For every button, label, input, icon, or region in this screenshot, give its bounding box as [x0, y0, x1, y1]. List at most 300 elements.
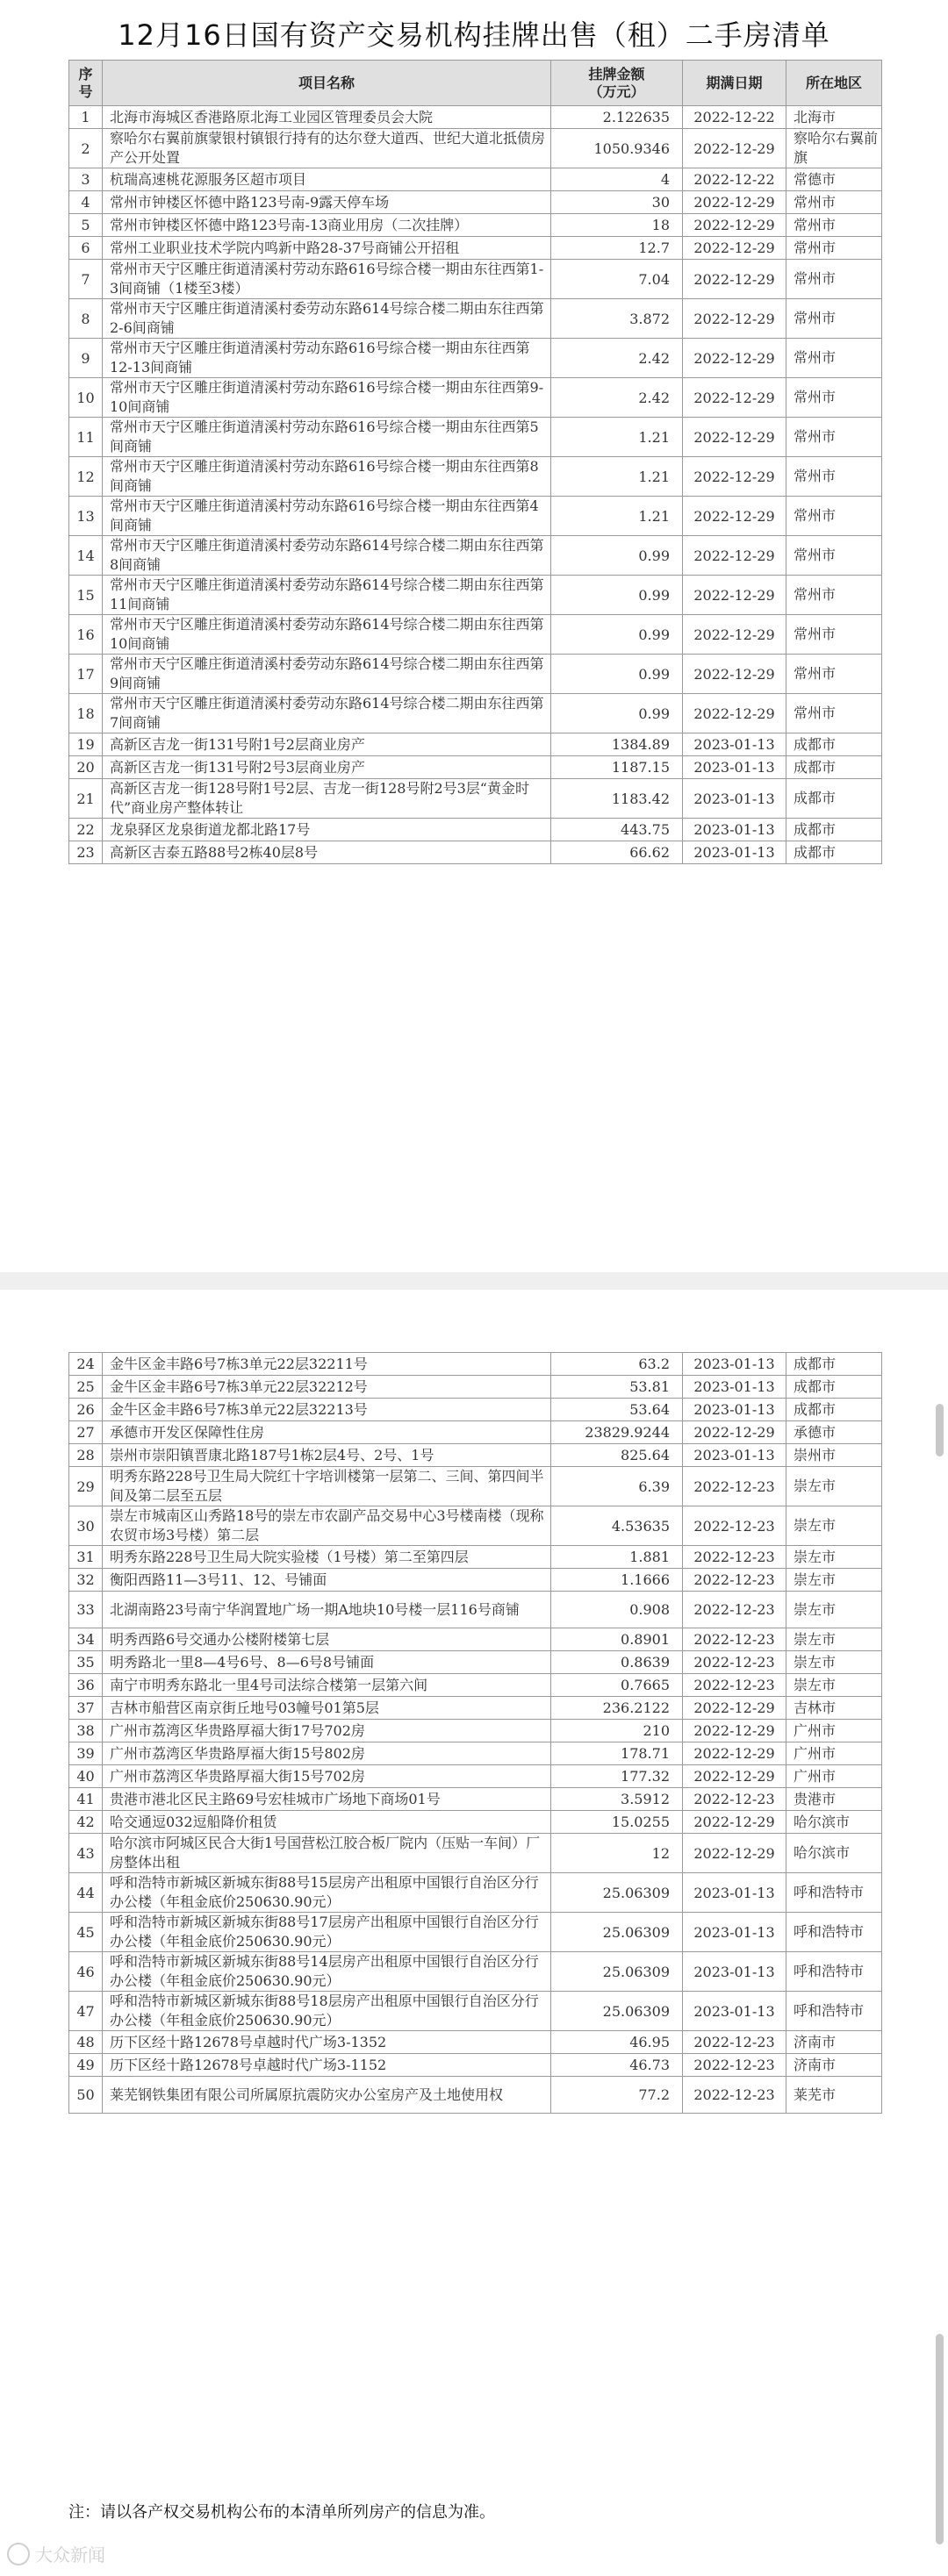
row-location: 崇左市: [786, 1674, 882, 1697]
table-row: [69, 1592, 882, 1628]
row-project-name: 常州市钟楼区怀德中路123号南-9露天停车场: [103, 191, 551, 214]
row-project-name: 哈尔滨市阿城区民合大街1号国营松江胶合板厂院内（压贴一车间）厂房整体出租: [103, 1834, 551, 1873]
row-amount: 0.99: [551, 615, 683, 655]
table-row: [69, 191, 882, 214]
header-name: 项目名称: [103, 61, 551, 106]
row-expiry-date: 2023-01-13: [683, 1444, 786, 1467]
row-location: 呼和浩特市: [786, 1913, 882, 1952]
row-number: 31: [69, 1546, 103, 1569]
row-number: 49: [69, 2054, 103, 2077]
row-project-name: 常州市天宁区雕庄街道清溪村委劳动东路614号综合楼二期由东往西第2-6间商铺: [103, 299, 551, 339]
row-amount: 0.99: [551, 655, 683, 694]
footnote: 注：请以各产权交易机构公布的本清单所列房产的信息为准。: [68, 2503, 495, 2522]
row-expiry-date: 2022-12-23: [683, 1651, 786, 1674]
row-location: 成都市: [786, 1376, 882, 1399]
row-expiry-date: 2022-12-29: [683, 237, 786, 260]
row-location: 常州市: [786, 694, 882, 733]
row-location: 常州市: [786, 260, 882, 299]
row-project-name: 衡阳西路11—3号11、12、号铺面: [103, 1569, 551, 1592]
table-row: [69, 733, 882, 756]
row-project-name: 呼和浩特市新城区新城东街88号17层房产出租原中国银行自治区分行办公楼（年租金底价250630.90元）: [103, 1913, 551, 1952]
row-amount: 1.1666: [551, 1569, 683, 1592]
row-number: 3: [69, 168, 103, 191]
row-project-name: 历下区经十路12678号卓越时代广场3-1352: [103, 2031, 551, 2054]
row-number: 35: [69, 1651, 103, 1674]
row-number: 17: [69, 655, 103, 694]
row-location: 常州市: [786, 655, 882, 694]
table-row: [69, 1651, 882, 1674]
row-expiry-date: 2023-01-13: [683, 1913, 786, 1952]
table-row: [69, 1992, 882, 2031]
table-row: [69, 237, 882, 260]
row-location: 常州市: [786, 497, 882, 536]
table-row: [69, 694, 882, 733]
row-project-name: 明秀西路6号交通办公楼附楼第七层: [103, 1628, 551, 1651]
row-expiry-date: 2023-01-13: [683, 1353, 786, 1376]
row-amount: 53.81: [551, 1376, 683, 1399]
row-project-name: 高新区吉龙一街131号附1号2层商业房产: [103, 733, 551, 756]
row-project-name: 常州市钟楼区怀德中路123号南-13商业用房（二次挂牌）: [103, 214, 551, 237]
scrollbar-thumb-bottom[interactable]: [936, 2334, 944, 2544]
row-project-name: 呼和浩特市新城区新城东街88号15层房产出租原中国银行自治区分行办公楼（年租金底价250630.90元）: [103, 1873, 551, 1913]
table-row: [69, 819, 882, 841]
row-amount: 0.8901: [551, 1628, 683, 1651]
row-expiry-date: 2022-12-22: [683, 168, 786, 191]
table-row: [69, 497, 882, 536]
row-location: 常州市: [786, 191, 882, 214]
row-location: 崇左市: [786, 1569, 882, 1592]
row-number: 44: [69, 1873, 103, 1913]
row-project-name: 常州市天宁区雕庄街道清溪村劳动东路616号综合楼一期由东往西第5间商铺: [103, 418, 551, 457]
table-row: [69, 1834, 882, 1873]
row-amount: 178.71: [551, 1742, 683, 1765]
row-project-name: 高新区吉龙一街128号附1号2层、吉龙一街128号附2号3层“黄金时代”商业房产整体转让: [103, 779, 551, 819]
row-expiry-date: 2022-12-23: [683, 1569, 786, 1592]
table-row: [69, 1952, 882, 1992]
row-location: 吉林市: [786, 1697, 882, 1720]
table-row: [69, 1720, 882, 1742]
row-amount: 12.7: [551, 237, 683, 260]
table-row: [69, 260, 882, 299]
row-amount: 236.2122: [551, 1697, 683, 1720]
row-project-name: 常州市天宁区雕庄街道清溪村劳动东路616号综合楼一期由东往西第12-13间商铺: [103, 339, 551, 378]
row-amount: 25.06309: [551, 1992, 683, 2031]
row-project-name: 崇左市城南区山秀路18号的崇左市农副产品交易中心3号楼南楼（现称农贸市场3号楼）第二层: [103, 1506, 551, 1546]
row-expiry-date: 2023-01-13: [683, 841, 786, 864]
row-expiry-date: 2023-01-13: [683, 733, 786, 756]
row-number: 43: [69, 1834, 103, 1873]
row-amount: 25.06309: [551, 1873, 683, 1913]
row-expiry-date: 2022-12-29: [683, 576, 786, 615]
row-expiry-date: 2022-12-23: [683, 2054, 786, 2077]
section-separator: [0, 1272, 948, 1290]
table-row: [69, 1765, 882, 1788]
table-row: [69, 2077, 882, 2114]
row-number: 9: [69, 339, 103, 378]
row-project-name: 常州市天宁区雕庄街道清溪村劳动东路616号综合楼一期由东往西第8间商铺: [103, 457, 551, 497]
table-row: [69, 2031, 882, 2054]
row-project-name: 常州市天宁区雕庄街道清溪村委劳动东路614号综合楼二期由东往西第11间商铺: [103, 576, 551, 615]
row-location: 常德市: [786, 168, 882, 191]
row-expiry-date: 2022-12-29: [683, 378, 786, 418]
row-location: 察哈尔右翼前旗: [786, 129, 882, 168]
row-number: 48: [69, 2031, 103, 2054]
table-row: [69, 615, 882, 655]
row-number: 41: [69, 1788, 103, 1811]
row-expiry-date: 2023-01-13: [683, 1399, 786, 1421]
row-project-name: 呼和浩特市新城区新城东街88号14层房产出租原中国银行自治区分行办公楼（年租金底价250630.90元）: [103, 1952, 551, 1992]
row-expiry-date: 2022-12-23: [683, 1546, 786, 1569]
row-expiry-date: 2022-12-23: [683, 1674, 786, 1697]
row-location: 常州市: [786, 237, 882, 260]
row-amount: 46.95: [551, 2031, 683, 2054]
row-amount: 1187.15: [551, 756, 683, 779]
row-location: 成都市: [786, 819, 882, 841]
row-amount: 12: [551, 1834, 683, 1873]
row-expiry-date: 2023-01-13: [683, 779, 786, 819]
table-row: [69, 2054, 882, 2077]
row-project-name: 金牛区金丰路6号7栋3单元22层32212号: [103, 1376, 551, 1399]
row-project-name: 常州市天宁区雕庄街道清溪村劳动东路616号综合楼一期由东往西第9-10间商铺: [103, 378, 551, 418]
row-project-name: 察哈尔右翼前旗蒙银村镇银行持有的达尔登大道西、世纪大道北抵债房产公开处置: [103, 129, 551, 168]
row-expiry-date: 2023-01-13: [683, 1873, 786, 1913]
table-row: [69, 1811, 882, 1834]
row-location: 常州市: [786, 536, 882, 576]
row-expiry-date: 2022-12-29: [683, 615, 786, 655]
row-amount: 3.5912: [551, 1788, 683, 1811]
row-expiry-date: 2022-12-23: [683, 1506, 786, 1546]
row-location: 广州市: [786, 1720, 882, 1742]
row-location: 济南市: [786, 2031, 882, 2054]
row-number: 39: [69, 1742, 103, 1765]
row-location: 广州市: [786, 1742, 882, 1765]
row-expiry-date: 2022-12-29: [683, 1765, 786, 1788]
row-number: 7: [69, 260, 103, 299]
row-number: 1: [69, 106, 103, 129]
row-expiry-date: 2022-12-29: [683, 129, 786, 168]
row-number: 24: [69, 1353, 103, 1376]
row-number: 47: [69, 1992, 103, 2031]
table-row: [69, 1546, 882, 1569]
row-location: 广州市: [786, 1765, 882, 1788]
row-number: 8: [69, 299, 103, 339]
row-expiry-date: 2022-12-29: [683, 457, 786, 497]
table-row: [69, 106, 882, 129]
row-number: 25: [69, 1376, 103, 1399]
row-project-name: 吉林市船营区南京街丘地号03幢号01第5层: [103, 1697, 551, 1720]
row-project-name: 呼和浩特市新城区新城东街88号18层房产出租原中国银行自治区分行办公楼（年租金底价250630.90元）: [103, 1992, 551, 2031]
row-location: 莱芜市: [786, 2077, 882, 2114]
row-location: 常州市: [786, 214, 882, 237]
table-row: [69, 655, 882, 694]
table-row: [69, 1467, 882, 1506]
row-expiry-date: 2022-12-23: [683, 1592, 786, 1628]
row-project-name: 常州市天宁区雕庄街道清溪村劳动东路616号综合楼一期由东往西第1-3间商铺（1楼至3楼）: [103, 260, 551, 299]
row-project-name: 明秀东路228号卫生局大院实验楼（1号楼）第二至第四层: [103, 1546, 551, 1569]
row-expiry-date: 2022-12-29: [683, 339, 786, 378]
row-number: 5: [69, 214, 103, 237]
row-amount: 25.06309: [551, 1913, 683, 1952]
row-location: 成都市: [786, 1353, 882, 1376]
row-number: 38: [69, 1720, 103, 1742]
table-row: [69, 1376, 882, 1399]
table-row: [69, 418, 882, 457]
row-expiry-date: 2022-12-29: [683, 1742, 786, 1765]
row-project-name: 广州市荔湾区华贵路厚福大街17号702房: [103, 1720, 551, 1742]
row-expiry-date: 2022-12-29: [683, 214, 786, 237]
row-amount: 53.64: [551, 1399, 683, 1421]
row-location: 常州市: [786, 378, 882, 418]
row-location: 成都市: [786, 756, 882, 779]
row-expiry-date: 2023-01-13: [683, 819, 786, 841]
row-project-name: 常州市天宁区雕庄街道清溪村委劳动东路614号综合楼二期由东往西第9间商铺: [103, 655, 551, 694]
row-number: 12: [69, 457, 103, 497]
row-amount: 2.42: [551, 378, 683, 418]
row-amount: 0.99: [551, 536, 683, 576]
row-location: 呼和浩特市: [786, 1952, 882, 1992]
table-row: [69, 339, 882, 378]
row-expiry-date: 2022-12-23: [683, 2031, 786, 2054]
row-location: 成都市: [786, 1399, 882, 1421]
row-number: 27: [69, 1421, 103, 1444]
row-location: 常州市: [786, 457, 882, 497]
row-project-name: 明秀东路228号卫生局大院红十字培训楼第一层第二、三间、第四间半间及第二层至五层: [103, 1467, 551, 1506]
row-amount: 0.8639: [551, 1651, 683, 1674]
row-amount: 77.2: [551, 2077, 683, 2114]
row-location: 贵港市: [786, 1788, 882, 1811]
header-amount: 挂牌金额 （万元）: [551, 61, 683, 106]
row-number: 37: [69, 1697, 103, 1720]
row-number: 33: [69, 1592, 103, 1628]
row-number: 11: [69, 418, 103, 457]
row-number: 46: [69, 1952, 103, 1992]
row-amount: 46.73: [551, 2054, 683, 2077]
table-row: [69, 1399, 882, 1421]
table-row: [69, 457, 882, 497]
row-location: 崇左市: [786, 1467, 882, 1506]
row-location: 崇左市: [786, 1628, 882, 1651]
row-amount: 7.04: [551, 260, 683, 299]
row-number: 34: [69, 1628, 103, 1651]
header-no: 序号: [69, 61, 103, 106]
row-number: 36: [69, 1674, 103, 1697]
row-project-name: 高新区吉龙一街131号附2号3层商业房产: [103, 756, 551, 779]
row-number: 28: [69, 1444, 103, 1467]
table-row: [69, 536, 882, 576]
scrollbar-thumb-top[interactable]: [936, 1404, 944, 1456]
row-project-name: 历下区经十路12678号卓越时代广场3-1152: [103, 2054, 551, 2077]
row-amount: 1.21: [551, 497, 683, 536]
row-expiry-date: 2022-12-29: [683, 299, 786, 339]
row-number: 13: [69, 497, 103, 536]
row-expiry-date: 2022-12-29: [683, 655, 786, 694]
row-location: 哈尔滨市: [786, 1811, 882, 1834]
row-expiry-date: 2023-01-13: [683, 1992, 786, 2031]
row-location: 成都市: [786, 841, 882, 864]
row-project-name: 南宁市明秀东路北一里4号司法综合楼第一层第六间: [103, 1674, 551, 1697]
row-project-name: 莱芜钢铁集团有限公司所属原抗震防灾办公室房产及土地使用权: [103, 2077, 551, 2114]
row-project-name: 哈交通逗032逗船降价租赁: [103, 1811, 551, 1834]
row-project-name: 常州市天宁区雕庄街道清溪村委劳动东路614号综合楼二期由东往西第8间商铺: [103, 536, 551, 576]
row-amount: 23829.9244: [551, 1421, 683, 1444]
row-amount: 0.7665: [551, 1674, 683, 1697]
table-row: [69, 779, 882, 819]
row-expiry-date: 2022-12-29: [683, 1811, 786, 1834]
row-expiry-date: 2022-12-29: [683, 191, 786, 214]
row-amount: 1050.9346: [551, 129, 683, 168]
row-number: 14: [69, 536, 103, 576]
table-row: [69, 129, 882, 168]
row-project-name: 金牛区金丰路6号7栋3单元22层32211号: [103, 1353, 551, 1376]
watermark-logo-icon: [7, 2543, 30, 2565]
table-row: [69, 1697, 882, 1720]
table-row: [69, 1353, 882, 1376]
listing-table-part1: [68, 60, 881, 864]
row-number: 19: [69, 733, 103, 756]
row-expiry-date: 2022-12-29: [683, 497, 786, 536]
table-row: [69, 756, 882, 779]
table-row: [69, 214, 882, 237]
row-project-name: 广州市荔湾区华贵路厚福大街15号802房: [103, 1742, 551, 1765]
row-number: 21: [69, 779, 103, 819]
row-amount: 66.62: [551, 841, 683, 864]
row-number: 32: [69, 1569, 103, 1592]
row-location: 哈尔滨市: [786, 1834, 882, 1873]
table-header-row: [69, 61, 882, 106]
row-amount: 6.39: [551, 1467, 683, 1506]
row-project-name: 崇州市崇阳镇晋康北路187号1栋2层4号、2号、1号: [103, 1444, 551, 1467]
row-location: 常州市: [786, 576, 882, 615]
row-expiry-date: 2022-12-29: [683, 418, 786, 457]
row-expiry-date: 2022-12-29: [683, 1421, 786, 1444]
table-row: [69, 168, 882, 191]
row-project-name: 常州市天宁区雕庄街道清溪村劳动东路616号综合楼一期由东往西第4间商铺: [103, 497, 551, 536]
row-location: 成都市: [786, 779, 882, 819]
row-project-name: 北海市海城区香港路原北海工业园区管理委员会大院: [103, 106, 551, 129]
row-project-name: 杭瑞高速桃花源服务区超市项目: [103, 168, 551, 191]
table-row: [69, 1444, 882, 1467]
row-number: 42: [69, 1811, 103, 1834]
row-number: 45: [69, 1913, 103, 1952]
row-amount: 0.99: [551, 694, 683, 733]
row-project-name: 贵港市港北区民主路69号宏桂城市广场地下商场01号: [103, 1788, 551, 1811]
row-amount: 210: [551, 1720, 683, 1742]
row-expiry-date: 2022-12-29: [683, 536, 786, 576]
row-number: 20: [69, 756, 103, 779]
table-row: [69, 1569, 882, 1592]
row-number: 26: [69, 1399, 103, 1421]
row-location: 常州市: [786, 339, 882, 378]
row-amount: 1.881: [551, 1546, 683, 1569]
row-number: 4: [69, 191, 103, 214]
table-row: [69, 1873, 882, 1913]
row-amount: 63.2: [551, 1353, 683, 1376]
row-amount: 2.122635: [551, 106, 683, 129]
row-number: 50: [69, 2077, 103, 2114]
row-expiry-date: 2023-01-13: [683, 1376, 786, 1399]
row-number: 22: [69, 819, 103, 841]
row-amount: 825.64: [551, 1444, 683, 1467]
table-row: [69, 576, 882, 615]
row-amount: 3.872: [551, 299, 683, 339]
row-expiry-date: 2022-12-29: [683, 260, 786, 299]
row-location: 常州市: [786, 418, 882, 457]
row-project-name: 明秀路北一里8—4号6号、8—6号8号铺面: [103, 1651, 551, 1674]
row-location: 崇左市: [786, 1651, 882, 1674]
row-amount: 0.99: [551, 576, 683, 615]
row-amount: 30: [551, 191, 683, 214]
table-row: [69, 378, 882, 418]
row-expiry-date: 2022-12-29: [683, 694, 786, 733]
table-row: [69, 1742, 882, 1765]
row-expiry-date: 2023-01-13: [683, 756, 786, 779]
row-location: 崇左市: [786, 1506, 882, 1546]
row-amount: 4.53635: [551, 1506, 683, 1546]
table-row: [69, 1506, 882, 1546]
row-number: 18: [69, 694, 103, 733]
row-location: 呼和浩特市: [786, 1873, 882, 1913]
row-expiry-date: 2022-12-29: [683, 1834, 786, 1873]
row-location: 崇左市: [786, 1546, 882, 1569]
row-project-name: 承德市开发区保障性住房: [103, 1421, 551, 1444]
row-amount: 25.06309: [551, 1952, 683, 1992]
row-expiry-date: 2022-12-23: [683, 2077, 786, 2114]
listing-table-part2: [68, 1352, 881, 2114]
row-project-name: 常州工业职业技术学院内鸣新中路28-37号商铺公开招租: [103, 237, 551, 260]
row-project-name: 广州市荔湾区华贵路厚福大街15号702房: [103, 1765, 551, 1788]
row-amount: 18: [551, 214, 683, 237]
row-number: 2: [69, 129, 103, 168]
page-title: 12月16日国有资产交易机构挂牌出售（租）二手房清单: [118, 18, 830, 52]
row-amount: 1.21: [551, 457, 683, 497]
table-row: [69, 1913, 882, 1952]
row-project-name: 金牛区金丰路6号7栋3单元22层32213号: [103, 1399, 551, 1421]
row-expiry-date: 2022-12-23: [683, 1788, 786, 1811]
header-date: 期满日期: [683, 61, 786, 106]
row-number: 40: [69, 1765, 103, 1788]
row-expiry-date: 2022-12-29: [683, 1720, 786, 1742]
row-location: 呼和浩特市: [786, 1992, 882, 2031]
table-row: [69, 1628, 882, 1651]
row-number: 29: [69, 1467, 103, 1506]
row-project-name: 北湖南路23号南宁华润置地广场一期A地块10号楼一层116号商铺: [103, 1592, 551, 1628]
row-project-name: 高新区吉泰五路88号2栋40层8号: [103, 841, 551, 864]
row-expiry-date: 2023-01-13: [683, 1952, 786, 1992]
row-expiry-date: 2022-12-23: [683, 1467, 786, 1506]
row-project-name: 常州市天宁区雕庄街道清溪村委劳动东路614号综合楼二期由东往西第10间商铺: [103, 615, 551, 655]
row-location: 成都市: [786, 733, 882, 756]
row-amount: 1183.42: [551, 779, 683, 819]
row-amount: 443.75: [551, 819, 683, 841]
row-project-name: 常州市天宁区雕庄街道清溪村委劳动东路614号综合楼二期由东往西第7间商铺: [103, 694, 551, 733]
row-location: 崇州市: [786, 1444, 882, 1467]
row-number: 10: [69, 378, 103, 418]
row-location: 常州市: [786, 615, 882, 655]
table-row: [69, 1421, 882, 1444]
row-amount: 15.0255: [551, 1811, 683, 1834]
row-number: 6: [69, 237, 103, 260]
row-project-name: 龙泉驿区龙泉街道龙都北路17号: [103, 819, 551, 841]
row-expiry-date: 2022-12-23: [683, 1628, 786, 1651]
watermark: 大众新闻: [7, 2541, 105, 2566]
table-row: [69, 299, 882, 339]
row-number: 30: [69, 1506, 103, 1546]
row-amount: 0.908: [551, 1592, 683, 1628]
row-amount: 1384.89: [551, 733, 683, 756]
row-location: 崇左市: [786, 1592, 882, 1628]
table-row: [69, 1674, 882, 1697]
row-location: 承德市: [786, 1421, 882, 1444]
